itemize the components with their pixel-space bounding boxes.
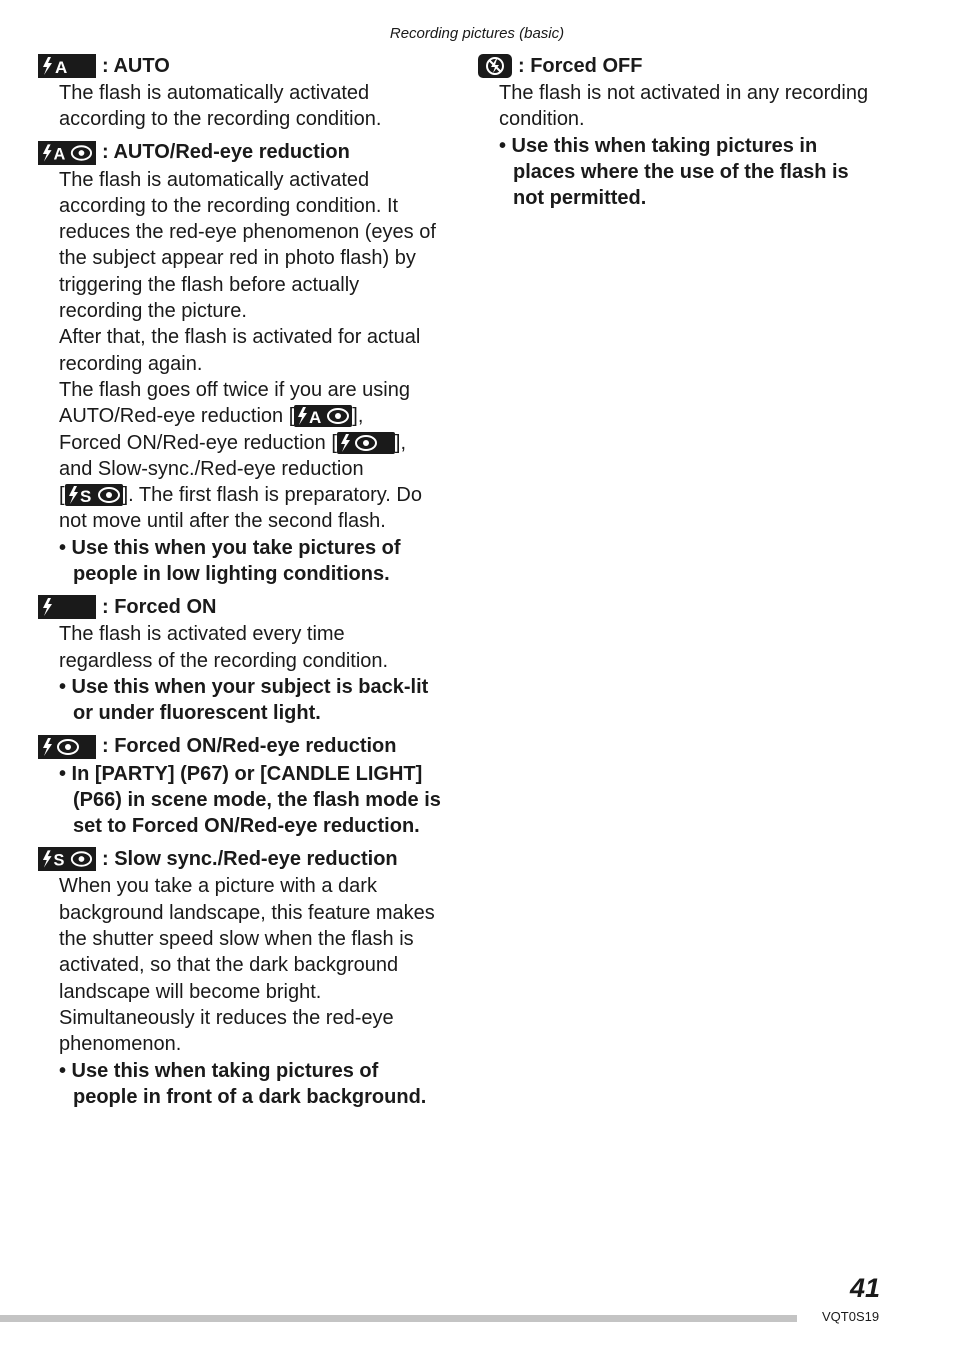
mode-description: The flash is automatically activated according to the recording condition. It reduces the red-eye phenomenon (eyes of the subject appear red in photo flash) by triggering the flash before actually recording the picture. <box>59 168 436 323</box>
mode-forced-on-red-eye <box>38 733 443 840</box>
flash-auto-red-eye-icon <box>294 405 352 427</box>
svg-text:A: A <box>53 145 66 163</box>
document-code: VQT0S19 <box>822 1309 880 1324</box>
mode-label: : Forced ON <box>102 595 217 618</box>
mode-label: : Forced ON/Red-eye reduction <box>102 735 397 758</box>
mode-auto <box>38 52 443 133</box>
flash-forced-off-icon <box>478 54 512 78</box>
flash-slow-sync-red-eye-icon <box>38 847 96 871</box>
usage-tip: • In [PARTY] (P67) or [CANDLE LIGHT] (P66) in scene mode, the flash mode is set to Forced ON/Red-eye reduction. <box>59 762 441 838</box>
flash-forced-on-icon <box>38 595 96 619</box>
usage-tip: • Use this when taking pictures in places where the use of the flash is not permitted. <box>499 134 849 210</box>
svg-text:S: S <box>79 487 91 506</box>
mode-label: : Slow sync./Red-eye reduction <box>102 847 398 870</box>
mode-auto-red-eye <box>38 139 443 588</box>
mode-forced-on <box>38 593 443 726</box>
flash-forced-on-red-eye-icon <box>337 432 395 454</box>
mode-description: The flash is automatically activated according to the recording condition. <box>59 82 382 131</box>
usage-tip: • Use this when taking pictures of people in front of a dark background. <box>59 1059 427 1108</box>
right-column <box>478 52 878 217</box>
mode-description: The flash is activated every time regardless of the recording condition. <box>59 623 389 672</box>
mode-label: : AUTO/Red-eye reduction <box>102 141 350 164</box>
flash-auto-icon <box>38 54 96 78</box>
mode-description-2: After that, the flash is activated for actual recording again. <box>59 326 421 375</box>
twice-note: The flash goes off twice if you are using AUTO/Red-eye reduction [ A ], Forced ON/Red-eye reduction [ ], and Slow-sync./Red-eye reduction [ S ]. The first flash is preparatory. Do not move until after the second flash. <box>59 378 422 533</box>
footer-divider <box>0 1315 797 1322</box>
mode-description: When you take a picture with a dark background landscape, this feature makes the shutter speed slow when the flash is activated, so that the dark background landscape will become bright. Simultaneously it reduces the red-eye phenomenon. <box>59 875 435 1056</box>
svg-text:A: A <box>55 58 68 76</box>
usage-tip: • Use this when you take pictures of people in low lighting conditions. <box>59 536 401 586</box>
mode-forced-off <box>478 52 878 211</box>
flash-slow-sync-red-eye-icon <box>65 484 123 506</box>
flash-auto-red-eye-icon <box>38 141 96 165</box>
svg-text:A: A <box>309 408 322 427</box>
usage-tip: • Use this when your subject is back-lit or under fluorescent light. <box>59 675 429 725</box>
svg-text:S: S <box>53 852 65 870</box>
left-column <box>38 52 443 1116</box>
page-header: Recording pictures (basic) <box>389 25 565 42</box>
mode-slow-sync-red-eye <box>38 845 443 1110</box>
mode-label: : Forced OFF <box>518 54 643 77</box>
mode-label: : AUTO <box>102 54 170 77</box>
page-number: 41 <box>850 1273 881 1303</box>
flash-forced-on-red-eye-icon <box>38 735 96 759</box>
mode-description: The flash is not activated in any recording condition. <box>499 82 869 131</box>
